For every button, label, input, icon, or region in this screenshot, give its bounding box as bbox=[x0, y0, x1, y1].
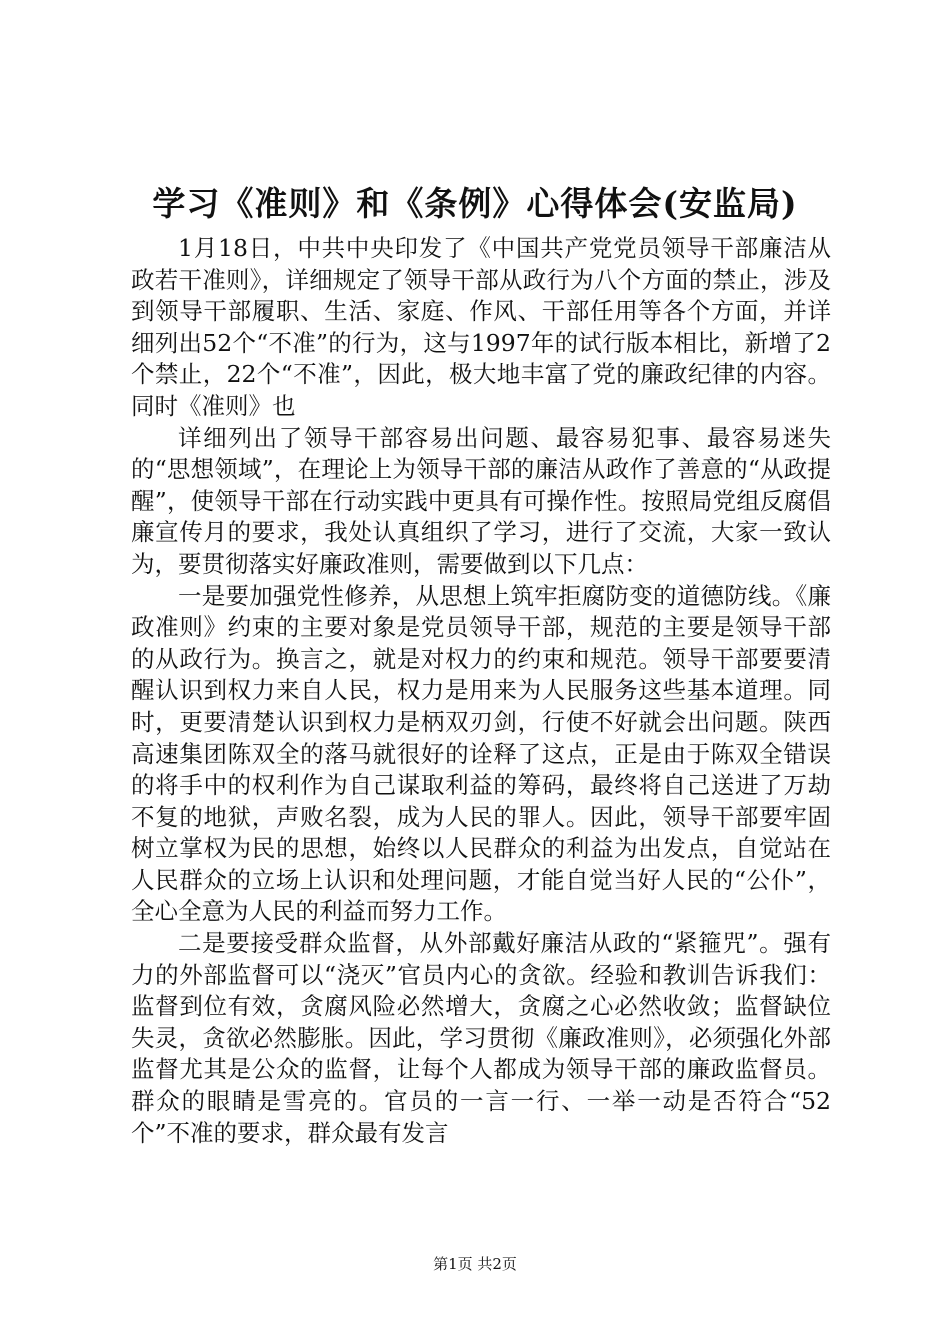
paragraph-3: 一是要加强党性修养，从思想上筑牢拒腐防变的道德防线。《廉政准则》约束的主要对象是党员领导干部，规范的主要是领导干部的从政行为。换言之，就是对权力的约束和规范。领导干部要要清醒认识到权力来自人民，权力是用来为人民服务这些基本道理。同时，更要清楚认识到权力是柄双刃剑，行使不好就会出问题。陕西高速集团陈双全的落马就很好的诠释了这点，正是由于陈双全错误的将手中的权利作为自己谋取利益的筹码，最终将自己送进了万劫不复的地狱，声败名裂，成为人民的罪人。因此，领导干部要牢固树立掌权为民的思想，始终以人民群众的利益为出发点，自觉站在人民群众的立场上认识和处理问题，才能自觉当好人民的“公仆”，全心全意为人民的利益而努力工作。 bbox=[131, 581, 831, 926]
paragraph-4: 二是要接受群众监督，从外部戴好廉洁从政的“紧箍咒”。强有力的外部监督可以“浇灭”官员内心的贪欲。经验和教训告诉我们：监督到位有效，贪腐风险必然增大，贪腐之心必然收敛；监督缺位失灵，贪欲必然膨胀。因此，学习贯彻《廉政准则》，必须强化外部监督尤其是公众的监督，让每个人都成为领导干部的廉政监督员。群众的眼睛是雪亮的。官员的一言一行、一举一动是否符合“52个”不准的要求，群众最有发言 bbox=[131, 929, 831, 1147]
paragraph-2: 详细列出了领导干部容易出问题、最容易犯事、最容易迷失的“思想领域”，在理论上为领导干部的廉洁从政作了善意的“从政提醒”，使领导干部在行动实践中更具有可操作性。按照局党组反腐倡廉宣传月的要求，我处认真组织了学习，进行了交流，大家一致认为，要贯彻落实好廉政准则，需要做到以下几点： bbox=[131, 423, 831, 578]
page-footer: 第1页 共2页 bbox=[433, 1255, 517, 1273]
paragraph-1: 1月18日，中共中央印发了《中国共产党党员领导干部廉洁从政若干准则》，详细规定了领导干部从政行为八个方面的禁止，涉及到领导干部履职、生活、家庭、作风、干部任用等各个方面，并详细列出52个“不准”的行为，这与1997年的试行版本相比，新增了2个禁止，22个“不准”，因此，极大地丰富了党的廉政纪律的内容。同时《准则》也 bbox=[131, 234, 831, 420]
document-title: 学习《准则》和《条例》心得体会(安监局) bbox=[152, 184, 798, 223]
document-body bbox=[131, 233, 831, 1149]
